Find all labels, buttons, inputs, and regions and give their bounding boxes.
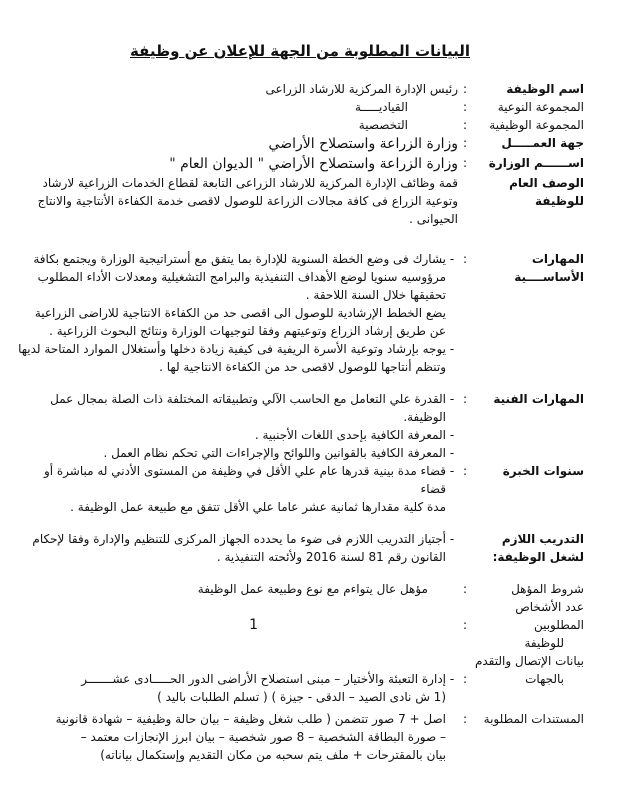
persons-needed-row	[16, 598, 584, 652]
documents-text	[16, 710, 458, 764]
basic-skills-label: المهارات الأساســــية	[514, 252, 584, 284]
technical-skills-row	[16, 390, 584, 462]
bullet-dash: -	[449, 672, 455, 686]
functional-group-row	[16, 116, 584, 134]
colon: :	[462, 118, 468, 132]
persons-needed-label: للوظيفة	[524, 636, 564, 650]
experience-label: سنوات الخبرة	[502, 464, 584, 478]
bullet-dash: -	[449, 464, 455, 478]
documents-line: اصل + 7 صور تتضمن ( طلب شغل وظيفة – بيان حالة وظيفية – شهادة قانونية	[55, 712, 446, 726]
description-text	[16, 174, 458, 228]
training-text	[16, 530, 458, 566]
contact-label-block	[472, 652, 584, 688]
bullet-dash: -	[449, 532, 455, 546]
page-title: البيانات المطلوبة من الجهة للإعلان عن وظيفة	[129, 42, 471, 60]
description-line: وتوعية الزراع فى كافة مجالات الزراعة للوصول لاقصى خدمة الكفاءة الأنتاجية والانتاج	[37, 194, 458, 208]
persons-needed-label: عدد الأشخاص المطلوبين	[515, 600, 584, 632]
basic-skill-line: تحقيقها خلال السنة اللاحقة .	[305, 288, 446, 302]
workplace-value: وزارة الزراعة واستصلاح الأراضي	[268, 136, 458, 152]
colon: :	[462, 136, 468, 150]
training-row	[16, 530, 584, 566]
colon: :	[462, 582, 468, 596]
technical-skills-text	[16, 390, 458, 462]
description-line: الحيوانى .	[409, 212, 458, 226]
qualification-value: مؤهل عال يتواءم مع نوع وطبيعة عمل الوظيفة	[197, 582, 428, 596]
colon: :	[462, 252, 468, 266]
basic-skills-text	[16, 250, 458, 376]
experience-text	[16, 462, 458, 516]
persons-needed-value: 1	[249, 617, 258, 633]
persons-needed-label-block	[472, 598, 584, 652]
qualification-label: شروط المؤهل	[511, 582, 584, 596]
colon: :	[462, 618, 468, 632]
training-label: التدريب اللازم لشغل الوظيفة:	[492, 532, 584, 564]
training-line: القانون رقم 81 لسنة 2016 ولأئحته التنفيذية .	[216, 550, 446, 564]
technical-skill-line: المعرفة الكافية بإحدى اللغات الأجنبية .	[254, 428, 446, 442]
bullet-dash: -	[449, 428, 455, 442]
functional-group-label: المجموعة الوظيفية	[489, 118, 584, 132]
colon: :	[462, 712, 468, 726]
colon: :	[462, 156, 468, 170]
contact-label: بيانات الإتصال والتقدم	[474, 654, 584, 668]
ministry-row	[16, 154, 584, 174]
colon: :	[462, 464, 468, 478]
contact-row	[16, 652, 584, 706]
job-name-row	[16, 80, 584, 98]
qualitative-group-value: القياديـــــة	[354, 100, 408, 114]
description-line: قمة وظائف الإدارة المركزية للارشاد الزراعى التابعة لقطاع الخدمات الزراعية لارشاد	[42, 176, 458, 190]
documents-line: – صورة البطاقة الشخصية – 8 صور شخصية – بيان ابرز الإنجازات معتمد –	[80, 730, 446, 744]
job-name-label: اسم الوظيفة	[506, 82, 584, 96]
job-name-value: رئيس الإدارة المركزية للارشاد الزراعى	[265, 82, 458, 96]
basic-skill-line: عن طريق إرشاد الزراع وتوعيتهم وفقا لتوجيهات الوزارة ونتائج البحوث الزراعية .	[49, 324, 446, 338]
experience-row	[16, 462, 584, 516]
experience-line: قضاء مدة بينية قدرها عام علي الأقل في وظيفة من المستوى الأدني له مباشرة أو قضاء	[43, 464, 446, 496]
technical-skill-line: المعرفة الكافية بالقوانين واللوائح والإجراءات التي تحكم نظام العمل .	[103, 446, 446, 460]
technical-skills-label: المهارات الفنية	[493, 392, 584, 406]
bullet-dash: -	[449, 446, 455, 460]
documents-line: بيان بالمقترحات + ملف يتم سحبه من مكان التقديم وإستكمال بياناته)	[100, 748, 446, 762]
documents-label: المستندات المطلوبة	[483, 712, 584, 726]
colon: :	[462, 100, 468, 114]
qualification-row	[16, 580, 584, 598]
basic-skill-line: يضع الخطط الإرشادية للوصول الى اقصى حد من الكفاءة الانتاجية للاراضى الزراعية	[34, 306, 446, 320]
experience-line: مدة كلية مقدارها ثمانية عشر عاما علي الأقل تتفق مع طبيعة عمل الوظيفة .	[70, 500, 446, 514]
basic-skill-line: وتنظم أنتاجها للوصول لاقصى حد من الكفاءة الانتاجية لها .	[159, 360, 446, 374]
contact-line: (1 ش نادى الصيد – الدقى - جيزة ) ( تسلم الطلبات باليد )	[157, 690, 446, 704]
workplace-label: جهة العمـــــل	[501, 136, 584, 150]
documents-row	[16, 710, 584, 764]
bullet-dash: -	[449, 252, 455, 266]
colon: :	[462, 392, 468, 406]
bullet-dash: -	[449, 342, 455, 356]
workplace-row	[16, 134, 584, 154]
bullet-dash: -	[449, 392, 455, 406]
functional-group-value: التخصصية	[358, 118, 408, 132]
qualitative-group-row	[16, 98, 584, 116]
contact-text	[16, 670, 458, 706]
description-label: الوصف العام للوظيفة	[509, 176, 584, 208]
contact-line: إدارة التعبئة والأختيار – مبنى استصلاح الأراضى الدور الحـــــادى عشـــــــر	[81, 672, 446, 686]
basic-skill-line: يوجه بإرشاد وتوعية الأسرة الريفية فى كيفية زيادة دخلها وأستغلال الموارد المتاحة لديها	[18, 342, 446, 356]
training-line: أجتياز التدريب اللازم فى ضوء ما يحدده الجهاز المركزى للتنظيم والإدارة وفقا لإحكام	[32, 532, 446, 546]
technical-skill-line: القدرة علي التعامل مع الحاسب الآلي وتطبيقاته المختلفة ذات الصلة بمجال عمل الوظيفة.	[50, 392, 446, 424]
qualitative-group-label: المجموعة النوعية	[497, 100, 584, 114]
colon: :	[462, 82, 468, 96]
basic-skills-row	[16, 250, 584, 376]
basic-skill-line: يشارك فى وضع الخطة السنوية للإدارة بما يتفق مع أستراتيجية الوزارة ويجتمع بكافة	[33, 252, 446, 266]
ministry-label: اســــــم الوزارة	[488, 156, 584, 170]
ministry-value: وزارة الزراعة واستصلاح الأراضي " الديوان العام "	[169, 156, 458, 172]
contact-label: بالجهات	[525, 672, 564, 686]
basic-skill-line: مرؤوسيه سنويا لوضع الأهداف التنفيذية والبرامج التشغيلية ومعدلات الأداء المطلوب	[37, 270, 446, 284]
description-row	[16, 174, 584, 228]
colon: :	[462, 672, 468, 686]
